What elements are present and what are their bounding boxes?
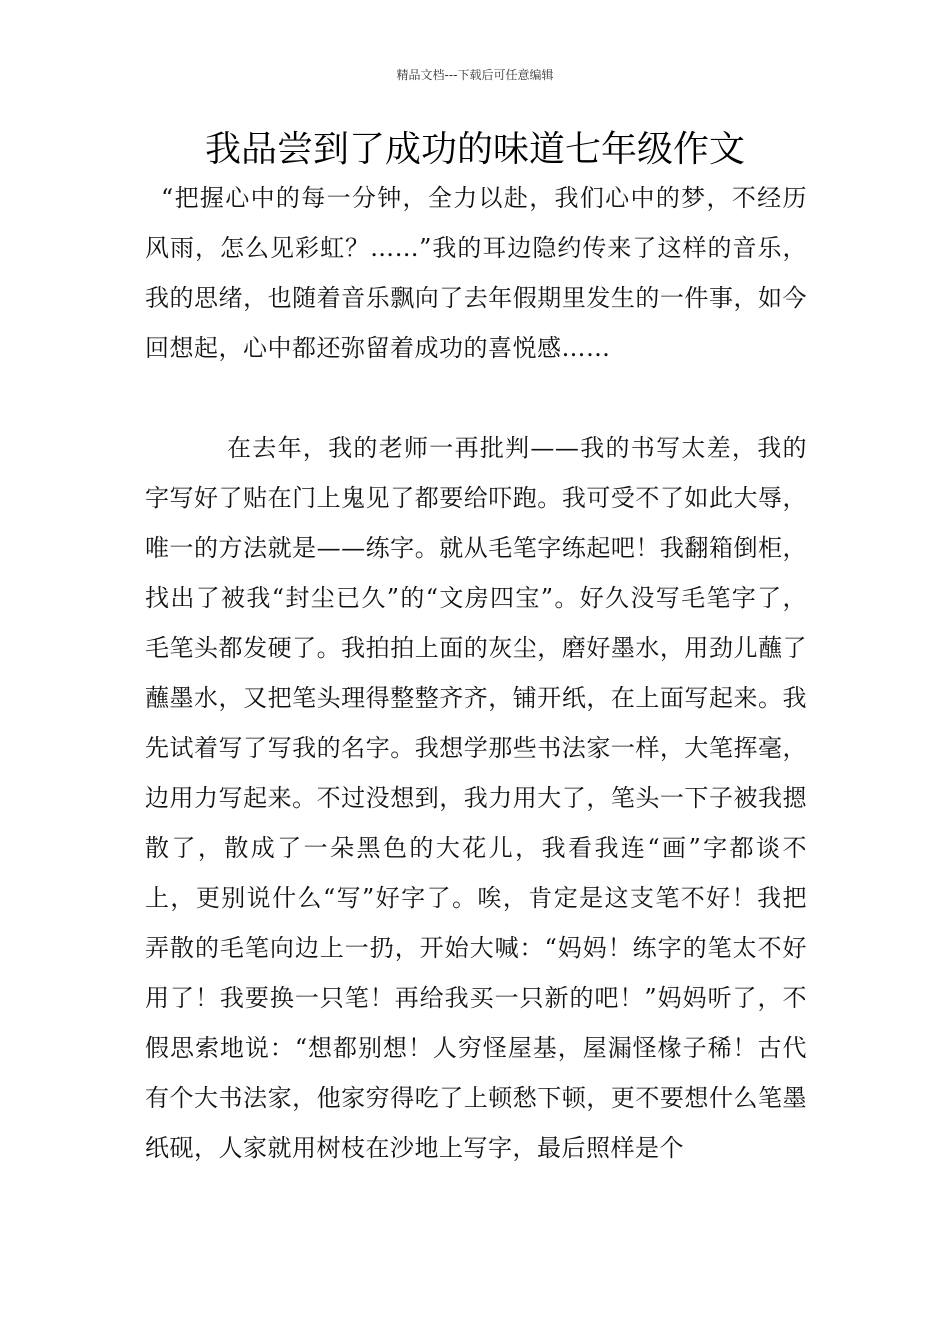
essay-paragraph-1: “把握心中的每一分钟，全力以赴，我们心中的梦，不经历风雨，怎么见彩虹？……”我的耳边隐约传来了这样的音乐，我的思绪，也随着音乐飘向了去年假期里发生的一件事，如今回想起，心中都还弥留着成功的喜悦感…… [145,184,807,362]
essay-title: 我品尝到了成功的味道七年级作文 [204,129,745,170]
essay-paragraph-2: 在去年，我的老师一再批判——我的书写太差，我的字写好了贴在门上鬼见了都要给吓跑。我可受不了如此大辱，唯一的方法就是——练字。就从毛笔字练起吧！我翻箱倒柜，找出了被我“封尘已久”的“文房四宝”。好久没写毛笔字了，毛笔头都发硬了。我拍拍上面的灰尘，磨好墨水，用劲儿蘸了蘸墨水，又把笔头理得整整齐齐，铺开纸，在上面写起来。我先试着写了写我的名字。我想学那些书法家一样，大笔挥毫，边用力写起来。不过没想到，我力用大了，笔头一下子被我摁散了，散成了一朵黑色的大花儿，我看我连“画”字都谈不上，更别说什么“写”好字了。唉，肯定是这支笔不好！我把弄散的毛笔向边上一扔，开始大喊：“妈妈！练字的笔太不好用了！我要换一只笔！再给我买一只新的吧！”妈妈听了，不假思索地说：“想都别想！人穷怪屋基，屋漏怪椽子稀！古代有个大书法家，他家穷得吃了上顿愁下顿，更不要想什么笔墨纸砚，人家就用树枝在沙地上写字，最后照样是个 [145,434,807,1162]
header-note: 精品文档---下载后可任意编辑 [396,68,554,82]
